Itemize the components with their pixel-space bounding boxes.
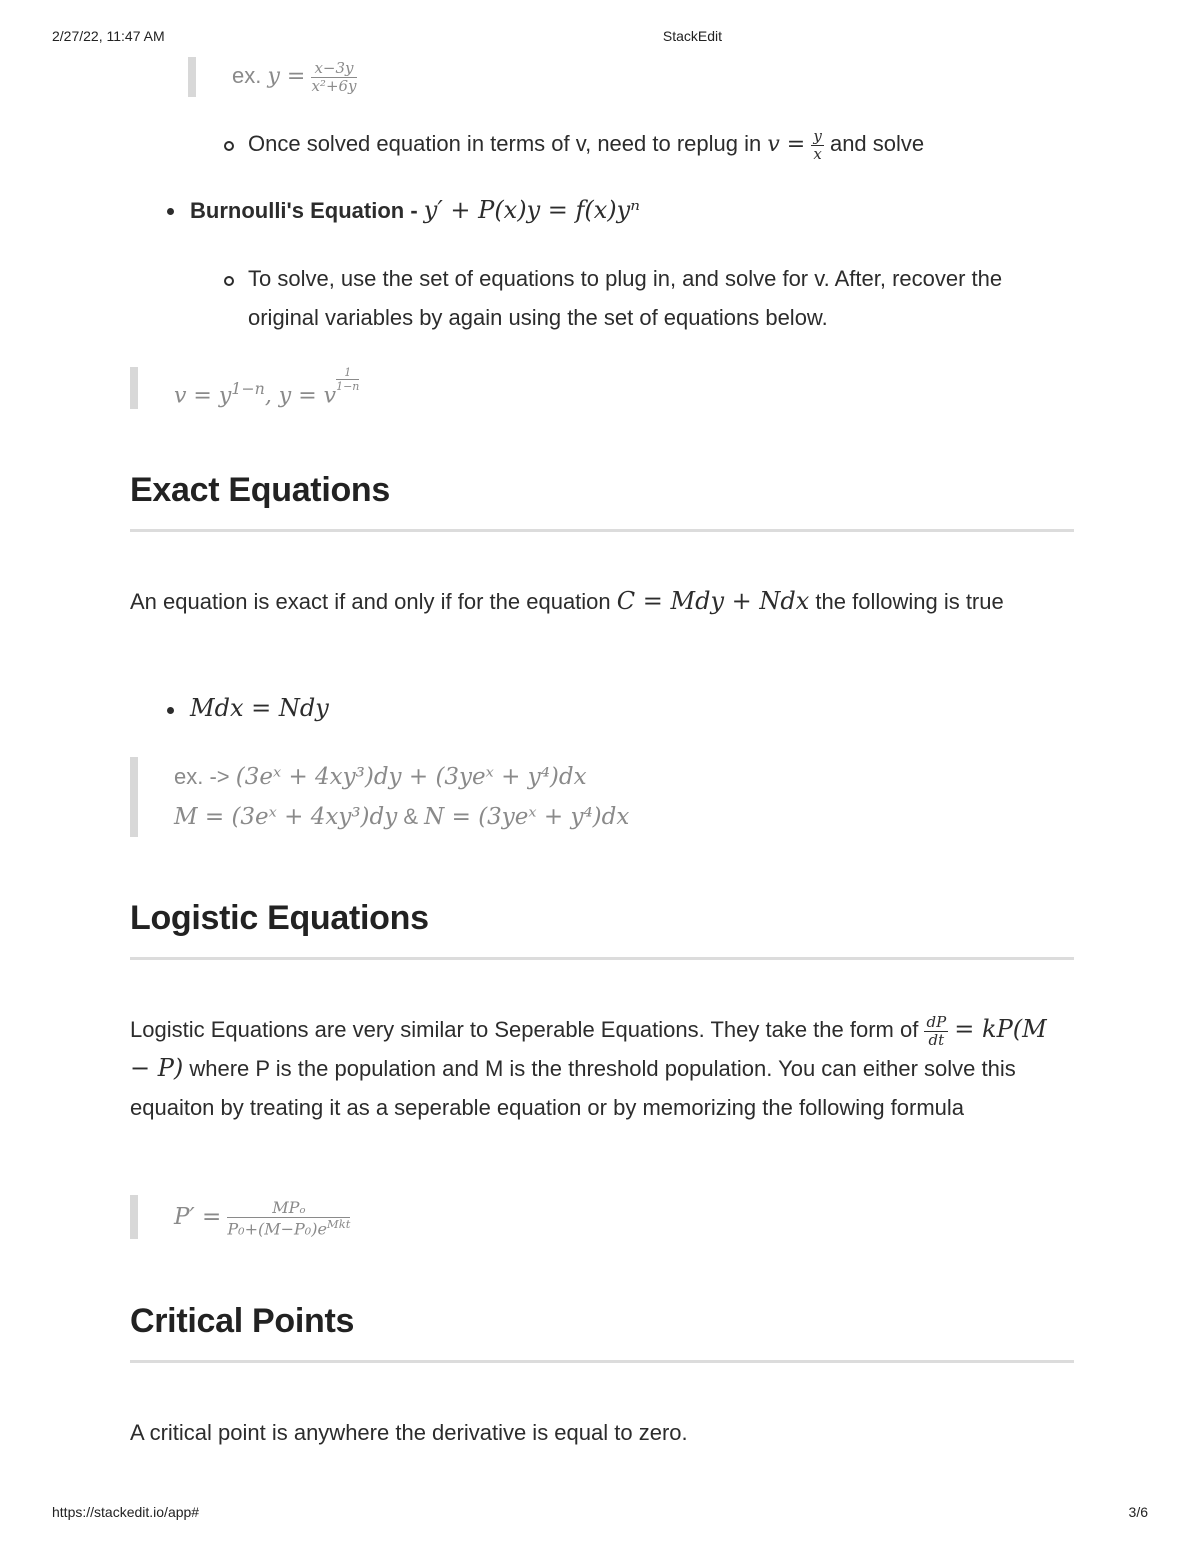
bernoulli-math: y′ + P(x)y = f(x)yⁿ [423, 196, 640, 224]
replug-math-lhs: v = [767, 132, 806, 157]
logistic-formula-den-wrap [227, 1218, 350, 1237]
exact-intro-before: An equation is exact if and only if for the equation [130, 589, 611, 614]
disc-bullet-icon [167, 707, 174, 714]
logistic-frac-num: dP [926, 1012, 947, 1031]
exact-intro-paragraph [130, 582, 1074, 621]
print-url[interactable]: https://stackedit.io/app# [52, 1504, 200, 1520]
print-page-number: 3/6 [1128, 1504, 1148, 1520]
exact-example-math2a: M = (3eˣ + 4xy³)dy [174, 804, 398, 830]
section-divider [130, 957, 1074, 960]
logistic-p1: Logistic Equations are very similar to Seperable Equations. They take the form of [130, 1017, 919, 1042]
exact-example-math1: (3eˣ + 4xy³)dy + (3yeˣ + y⁴)dx [235, 764, 587, 790]
print-datetime: 2/27/22, 11:47 AM [52, 28, 165, 44]
replug-item [248, 124, 924, 164]
logistic-frac-den: dt [928, 1030, 945, 1049]
logistic-formula-den: P₀+(M−P₀)e [227, 1218, 327, 1238]
logistic-formula-den-exp: Mkt [326, 1216, 351, 1231]
bernoulli-label: Burnoulli's Equation - [190, 198, 418, 223]
logistic-formula-quote [130, 1195, 350, 1239]
example-lhs: y = [267, 64, 306, 89]
replug-suffix: and solve [829, 131, 925, 156]
logistic-paragraph [130, 1010, 1074, 1127]
logistic-equations-heading: Logistic Equations [130, 899, 429, 937]
logistic-formula-num: MPₒ [227, 1200, 350, 1218]
bernoulli-substitution-quote [130, 367, 359, 409]
exact-example-line1 [174, 757, 629, 797]
exact-example-line2 [174, 797, 629, 837]
section-divider [130, 529, 1074, 532]
example-fraction-num: x−3y [311, 61, 356, 78]
replug-text: Once solved equation in terms of v, need to replug in [248, 131, 762, 156]
bernoulli-item [190, 191, 640, 230]
bernoulli-solve-text: To solve, use the set of equations to plug in, and solve for v. After, recover the original variables by again using the set of equations below. [248, 266, 1003, 330]
replug-fraction-den: x [813, 144, 822, 163]
logistic-p2: where P is the population and M is the threshold population. You can either solve this equaiton by treating it as a seperable equation or by memorizing the following formula [130, 1056, 1016, 1120]
print-title: StackEdit [662, 28, 723, 44]
exact-condition-item [190, 689, 329, 728]
example-fraction [311, 58, 357, 95]
example-fraction-den: x²+6y [311, 76, 357, 95]
exact-intro-math: C = Mdy + Ndx [616, 587, 810, 615]
exact-example-prefix: ex. -> [174, 764, 230, 789]
disc-bullet-icon [167, 208, 174, 215]
sub-part2: , y = v [264, 383, 337, 409]
sub-part1: v = y [174, 383, 232, 409]
logistic-formula-lhs: P′ = [174, 1204, 222, 1230]
logistic-derivative-fraction [924, 1012, 948, 1049]
exact-example-math2b: N = (3yeˣ + y⁴)dx [424, 804, 630, 830]
critical-paragraph: A critical point is anywhere the derivative is equal to zero. [130, 1420, 688, 1445]
logistic-eq-rhs: = kP(M − P) [130, 1015, 1047, 1082]
bernoulli-solve-item [248, 259, 1068, 337]
exact-equations-heading: Exact Equations [130, 471, 391, 509]
exact-example-quote [130, 757, 629, 837]
replug-fraction-num: y [813, 126, 822, 145]
circle-bullet-icon [224, 141, 234, 151]
sub-exp-num: 1 [336, 367, 359, 380]
exact-condition-math: Mdx = Ndy [190, 694, 329, 722]
exact-intro-after: the following is true [815, 589, 1004, 614]
circle-bullet-icon [224, 276, 234, 286]
homogeneous-example-quote [188, 57, 357, 97]
print-footer [0, 1504, 1200, 1528]
sub-exp-fraction [336, 367, 359, 392]
exact-example-amp: & [403, 804, 419, 829]
critical-points-heading: Critical Points [130, 1302, 355, 1340]
logistic-formula-fraction [227, 1197, 351, 1238]
sub-exp-den: 1−n [336, 380, 360, 394]
print-header [0, 28, 1200, 52]
sub-exp1: 1−n [231, 379, 265, 398]
section-divider [130, 1360, 1074, 1363]
example-prefix: ex. [232, 63, 262, 88]
replug-fraction [811, 126, 823, 163]
